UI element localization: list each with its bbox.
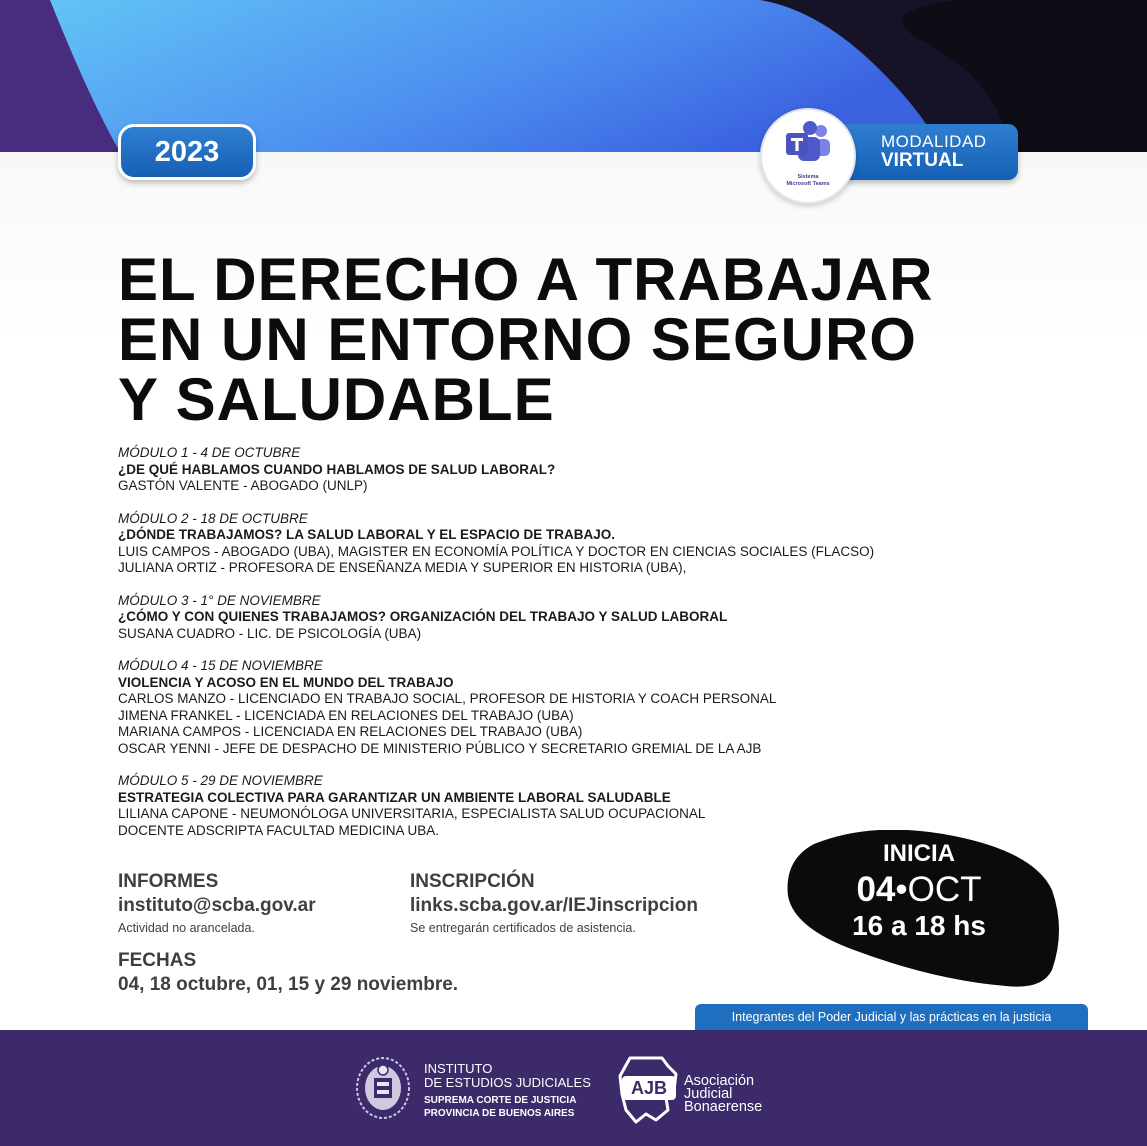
ajb-name-3: Bonaerense (684, 1099, 763, 1115)
iej-court-2: PROVINCIA DE BUENOS AIRES (424, 1108, 575, 1119)
ajb-name-1: Asociación (684, 1073, 755, 1089)
audience-tag: Integrantes del Poder Judicial y las prácticas en la justicia (695, 1004, 1088, 1030)
iej-court-1: SUPREMA CORTE DE JUSTICIA (424, 1095, 577, 1106)
ajb-name-2: Judicial (684, 1086, 733, 1102)
module-4 (118, 658, 938, 757)
module-heading: MÓDULO 1 - 4 DE OCTUBRE (118, 445, 301, 460)
informes-heading: INFORMES (118, 871, 219, 892)
module-speaker: DOCENTE ADSCRIPTA FACULTAD MEDICINA UBA. (118, 822, 440, 838)
ajb-logo-icon (616, 1054, 682, 1126)
microsoft-teams-icon (784, 120, 832, 168)
module-topic: ESTRATEGIA COLECTIVA PARA GARANTIZAR UN AMBIENTE LABORAL SALUDABLE (118, 789, 671, 805)
module-heading: MÓDULO 3 - 1° DE NOVIEMBRE (118, 592, 321, 608)
title-line: Y SALUDABLE (118, 366, 555, 433)
iej-name-2: DE ESTUDIOS JUDICIALES (424, 1075, 591, 1090)
module-2 (118, 511, 938, 577)
module-speaker: JIMENA FRANKEL - LICENCIADA EN RELACIONES DEL TRABAJO (UBA) (118, 707, 574, 723)
module-speaker: OSCAR YENNI - JEFE DE DESPACHO DE MINISTERIO PÚBLICO Y SECRETARIO GREMIAL DE LA AJB (118, 740, 762, 756)
module-topic: ¿DÓNDE TRABAJAMOS? LA SALUD LABORAL Y EL ESPACIO DE TRABAJO. (118, 527, 616, 542)
informes-note: Actividad no arancelada. (118, 921, 255, 935)
start-time: 16 a 18 hs (852, 910, 986, 941)
fechas-value: 04, 18 octubre, 01, 15 y 29 noviembre. (118, 974, 459, 995)
teams-caption-1: Sistema (797, 174, 819, 180)
teams-badge (760, 108, 856, 204)
ajb-logo-text (684, 1075, 762, 1114)
modality-label: MODALIDAD (881, 132, 987, 151)
module-speaker: CARLOS MANZO - LICENCIADO EN TRABAJO SOCIAL, PROFESOR DE HISTORIA Y COACH PERSONAL (118, 691, 777, 706)
ajb-mark: AJB (630, 1078, 668, 1098)
module-speaker: LILIANA CAPONE - NEUMONÓLOGA UNIVERSITARIA, ESPECIALISTA SALUD OCUPACIONAL (118, 806, 706, 821)
inscripcion-link[interactable]: links.scba.gov.ar/IEJinscripcion (410, 895, 698, 916)
module-1 (118, 445, 938, 495)
start-label: INICIA (883, 840, 955, 867)
fechas-heading: FECHAS (118, 950, 197, 971)
start-month: OCT (907, 870, 982, 909)
fechas-block (118, 950, 458, 996)
page-title (118, 246, 934, 433)
module-speaker: MARIANA CAMPOS - LICENCIADA EN RELACIONES DEL TRABAJO (UBA) (118, 724, 583, 739)
inscripcion-heading: INSCRIPCIÓN (410, 871, 535, 892)
inscripcion-note: Se entregarán certificados de asistencia. (410, 921, 636, 935)
module-topic: ¿DE QUÉ HABLAMOS CUANDO HABLAMOS DE SALUD LABORAL? (118, 461, 556, 477)
module-speaker: GASTÓN VALENTE - ABOGADO (UNLP) (118, 478, 368, 493)
module-heading: MÓDULO 2 - 18 DE OCTUBRE (118, 510, 308, 526)
title-line: EN UN ENTORNO SEGURO (118, 306, 917, 373)
informes-email[interactable]: instituto@scba.gov.ar (118, 895, 316, 916)
teams-caption-2: Microsoft Teams (786, 181, 830, 187)
module-topic: ¿CÓMO Y CON QUIENES TRABAJAMOS? ORGANIZACIÓN DEL TRABAJO Y SALUD LABORAL (118, 609, 728, 624)
iej-name-1: INSTITUTO (424, 1061, 493, 1076)
module-heading: MÓDULO 5 - 29 DE NOVIEMBRE (118, 773, 323, 788)
inscripcion-block (410, 871, 698, 935)
institute-seal-icon (352, 1052, 414, 1122)
module-3 (118, 593, 938, 643)
module-heading: MÓDULO 4 - 15 DE NOVIEMBRE (118, 658, 323, 673)
start-date (784, 870, 1054, 910)
module-speaker: SUSANA CUADRO - LIC. DE PSICOLOGÍA (UBA) (118, 625, 422, 641)
modality-value: VIRTUAL (881, 150, 964, 171)
module-speaker: JULIANA ORTIZ - PROFESORA DE ENSEÑANZA MEDIA Y SUPERIOR EN HISTORIA (UBA), (118, 560, 687, 575)
start-dot: • (895, 870, 908, 909)
iej-logo-text (424, 1062, 591, 1120)
informes-block (118, 871, 316, 935)
start-day: 04 (856, 870, 896, 909)
start-info (784, 830, 1060, 990)
module-list (118, 445, 938, 855)
title-line: EL DERECHO A TRABAJAR (118, 246, 934, 313)
module-speaker: LUIS CAMPOS - ABOGADO (UBA), MAGISTER EN ECONOMÍA POLÍTICA Y DOCTOR EN CIENCIAS SOCIALES (FLACSO) (118, 543, 875, 559)
module-topic: VIOLENCIA Y ACOSO EN EL MUNDO DEL TRABAJO (118, 674, 454, 690)
year-badge: 2023 (118, 124, 256, 180)
